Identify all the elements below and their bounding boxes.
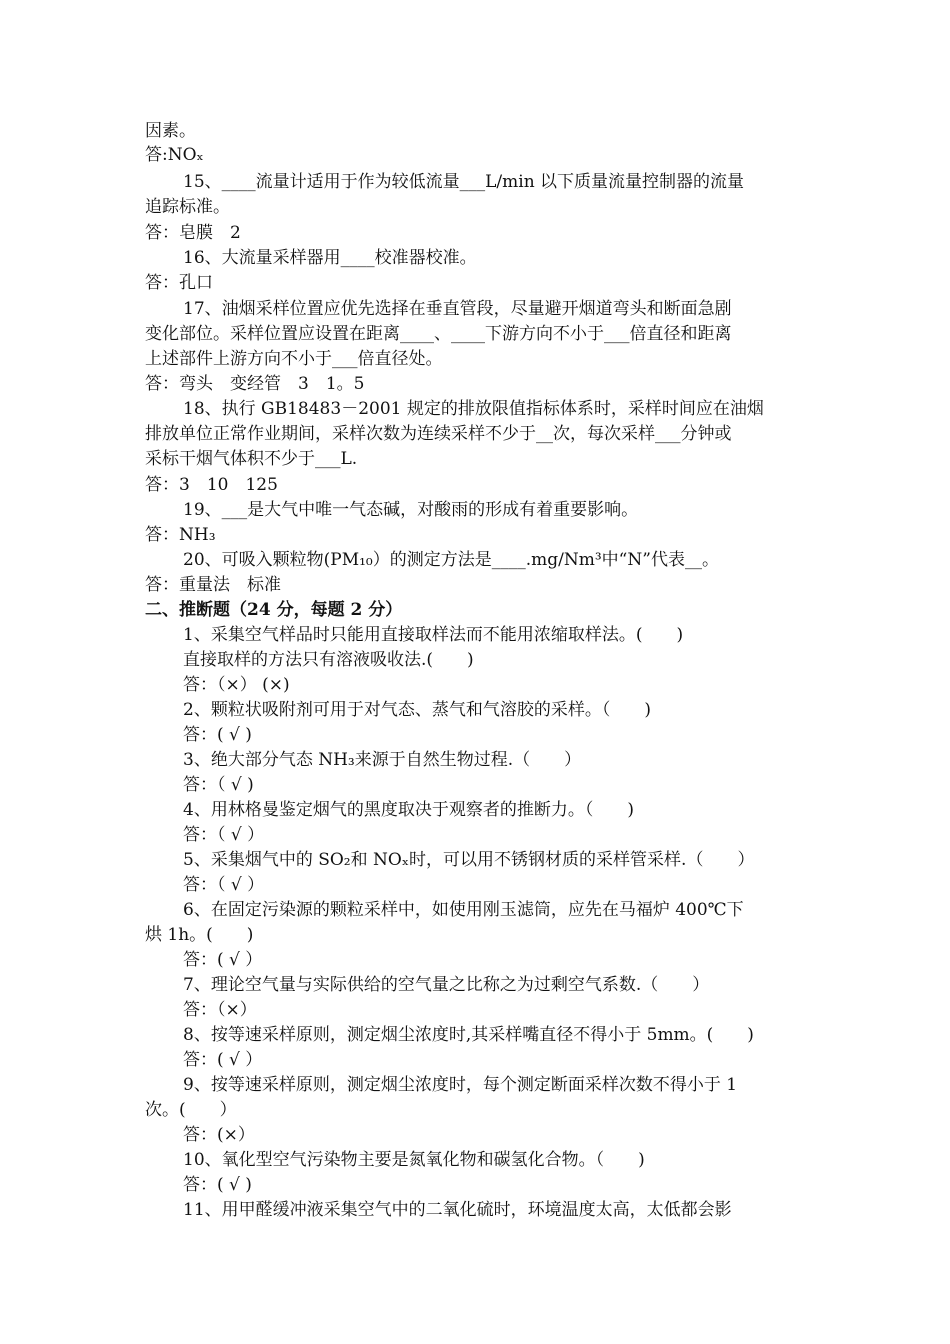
text-line: 采标干烟气体积不少于___L. — [145, 449, 358, 469]
answer-line: 答：3 10 125 — [145, 475, 278, 495]
text-line: 11、用甲醛缓冲液采集空气中的二氧化硫时，环境温度太高，太低都会影 — [183, 1200, 732, 1220]
text-line: 直接取样的方法只有溶液吸收法.( ) — [183, 650, 474, 670]
answer-line: 答：（×） — [183, 1000, 257, 1020]
answer-line: 答：NH₃ — [145, 525, 216, 545]
text-line: 3、绝大部分气态 NH₃来源于自然生物过程.（ ） — [183, 750, 582, 770]
text-line: 排放单位正常作业期间，采样次数为连续采样不少于__次，每次采样___分钟或 — [145, 424, 732, 444]
text-line: 8、按等速采样原则，测定烟尘浓度时,其采样嘴直径不得小于 5mm。( ) — [183, 1025, 754, 1045]
answer-line: 答：( √ ) — [183, 1175, 252, 1195]
section-heading: 二、推断题（24 分，每题 2 分） — [145, 600, 403, 620]
answer-line: 答：（ √ ) — [183, 775, 254, 795]
text-line: 变化部位。采样位置应设置在距离____、____下游方向不小于___倍直径和距离 — [145, 324, 732, 344]
text-line: 4、用林格曼鉴定烟气的黑度取决于观察者的推断力。（ ) — [183, 800, 634, 820]
answer-line: 答：（ √ ） — [183, 875, 265, 895]
text-line: 15、____流量计适用于作为较低流量___L/min 以下质量流量控制器的流量 — [183, 172, 745, 192]
text-line: 烘 1h。( ) — [145, 925, 254, 945]
text-line: 1、采集空气样品时只能用直接取样法而不能用浓缩取样法。( ) — [183, 625, 684, 645]
text-line: 5、采集烟气中的 SO₂和 NOₓ时，可以用不锈钢材质的采样管采样.（ ） — [183, 850, 755, 870]
answer-line: 答：( √ ） — [183, 950, 263, 970]
answer-line: 答：（ √ ） — [183, 825, 265, 845]
text-line: 9、按等速采样原则，测定烟尘浓度时，每个测定断面采样次数不得小于 1 — [183, 1075, 738, 1095]
answer-line: 答：（×） (×) — [183, 675, 290, 695]
answer-line: 答：孔口 — [145, 273, 213, 293]
text-line: 7、理论空气量与实际供给的空气量之比称之为过剩空气系数.（ ） — [183, 975, 710, 995]
answer-line: 答：弯头 变经管 3 1。5 — [145, 374, 365, 394]
text-line: 6、在固定污染源的颗粒采样中，如使用刚玉滤筒，应先在马福炉 400℃下 — [183, 900, 744, 920]
text-line: 次。( ） — [145, 1100, 237, 1120]
text-line: 10、氧化型空气污染物主要是氮氧化物和碳氢化合物。（ ) — [183, 1150, 645, 1170]
text-line: 16、大流量采样器用____校准器校准。 — [183, 248, 477, 268]
text-line: 18、执行 GB18483－2001 规定的排放限值指标体系时，采样时间应在油烟 — [183, 399, 764, 419]
text-line: 19、___是大气中唯一气态碱，对酸雨的形成有着重要影响。 — [183, 500, 639, 520]
answer-line: 答：皂膜 2 — [145, 223, 241, 243]
text-line: 2、颗粒状吸附剂可用于对气态、蒸气和气溶胶的采样。（ ) — [183, 700, 651, 720]
text-line: 追踪标准。 — [145, 197, 230, 217]
answer-line: 答：( √ ） — [183, 1050, 263, 1070]
answer-line: 答：重量法 标准 — [145, 575, 281, 595]
text-line: 20、可吸入颗粒物(PM₁₀）的测定方法是____.mg/Nm³中“N”代表__。 — [183, 550, 719, 570]
answer-line: 答:NOₓ — [145, 145, 204, 165]
answer-line: 答：( √ ) — [183, 725, 252, 745]
answer-line: 答：(×） — [183, 1125, 255, 1145]
text-line: 因素。 — [145, 121, 196, 141]
text-line: 上述部件上游方向不小于___倍直径处。 — [145, 349, 443, 369]
text-line: 17、油烟采样位置应优先选择在垂直管段，尽量避开烟道弯头和断面急剧 — [183, 299, 732, 319]
